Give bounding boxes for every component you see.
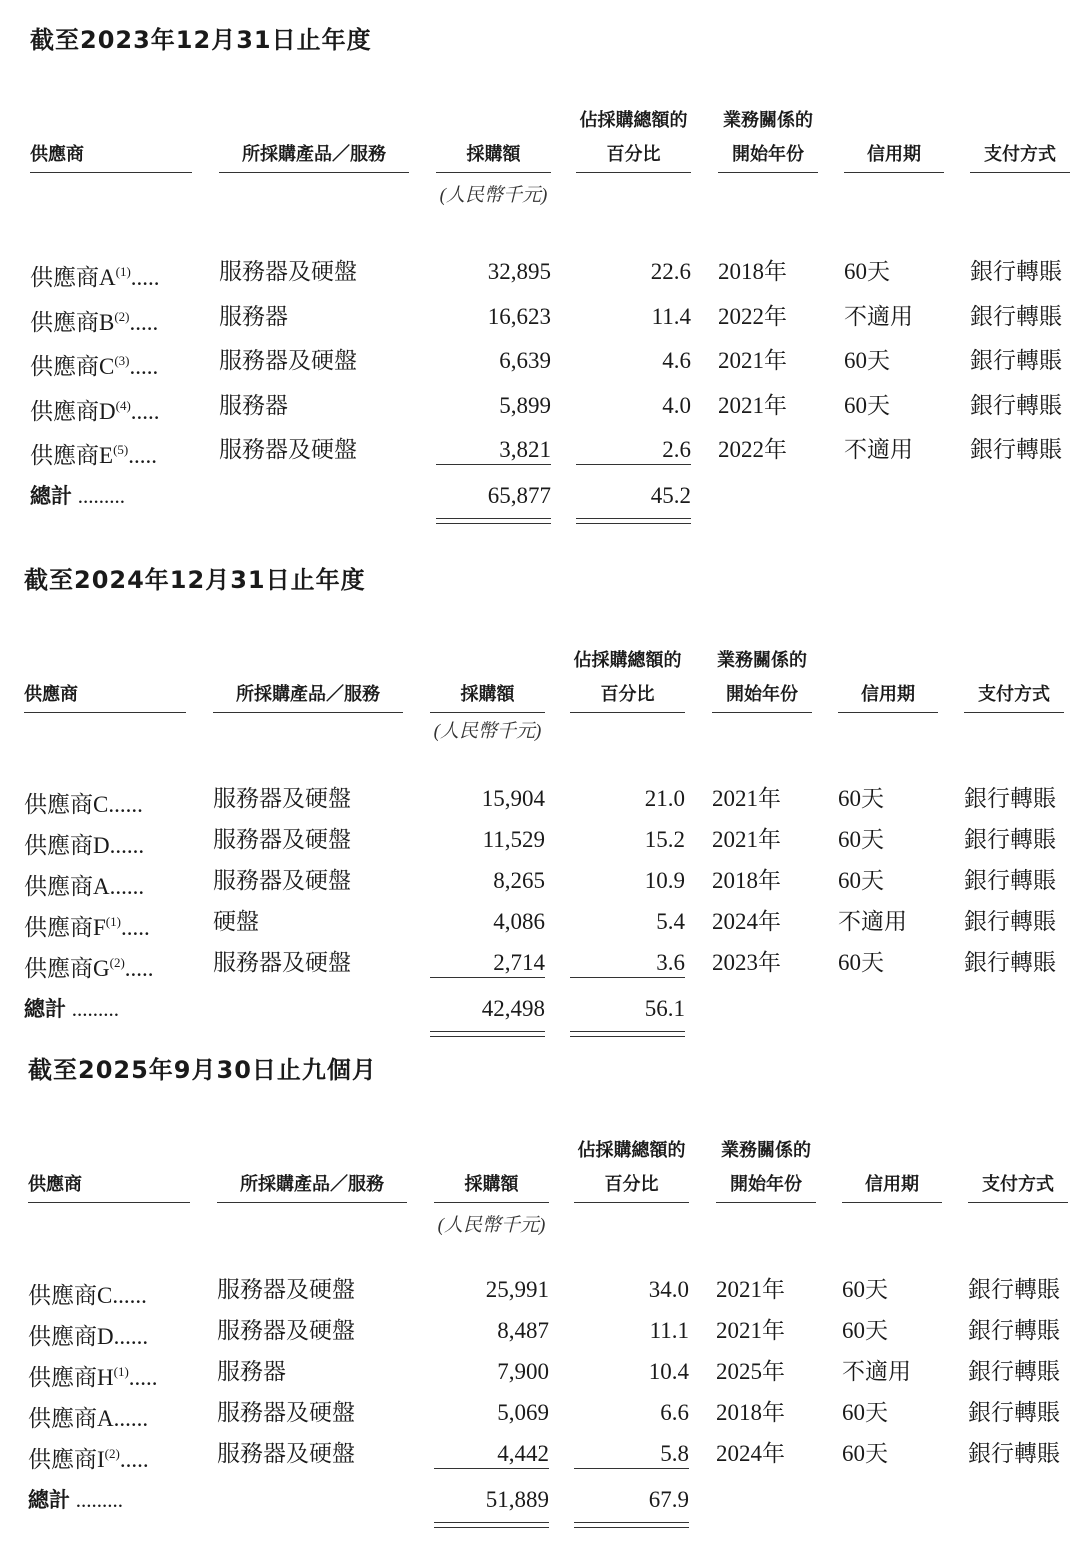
purchase-percentage: 5.4 — [656, 909, 685, 934]
purchase-amount: 4,086 — [493, 909, 545, 934]
purchase-percentage: 6.6 — [660, 1400, 689, 1425]
purchase-amount: 7,900 — [497, 1359, 549, 1384]
purchase-percentage: 5.8 — [660, 1441, 689, 1466]
amount-total-double-rule — [434, 1522, 549, 1528]
credit-period: 60天 — [844, 392, 890, 418]
supplier-table-section — [4, 0, 1080, 508]
total-label: 總計 ......... — [28, 1488, 123, 1512]
table-row — [4, 386, 1080, 426]
payment-method: 銀行轉賬 — [970, 392, 1062, 418]
table-row — [2, 1352, 1080, 1392]
product-service: 服務器及硬盤 — [219, 348, 357, 373]
purchase-amount: 4,442 — [497, 1441, 549, 1466]
amount-subtotal-rule — [434, 1468, 549, 1469]
supplier-name: 供應商D...... — [24, 833, 145, 858]
header-product: 所採購產品／服務 — [217, 1130, 407, 1203]
supplier-name: 供應商$I^{(2)}$..... — [28, 1446, 149, 1472]
supplier-name: 供應商A...... — [24, 874, 145, 899]
section-title: 截至2023年12月31日止年度 — [30, 26, 372, 54]
product-service: 服務器及硬盤 — [213, 868, 351, 893]
payment-method: 銀行轉賬 — [964, 909, 1056, 934]
purchase-amount: 5,069 — [497, 1400, 549, 1425]
amount-total-double-rule — [436, 518, 551, 524]
table-row — [4, 252, 1080, 292]
supplier-name: 供應商$A^{(1)}$..... — [30, 264, 160, 290]
relationship-start-year: 2018年 — [712, 868, 781, 893]
purchase-amount: 5,899 — [499, 392, 551, 418]
purchase-amount: 25,991 — [485, 1277, 549, 1302]
total-percentage: 45.2 — [650, 483, 691, 508]
amount-unit-label: (人民幣千元) — [433, 721, 542, 742]
total-amount: 42,498 — [481, 996, 545, 1021]
relationship-start-year: 2021年 — [716, 1318, 785, 1343]
payment-method: 銀行轉賬 — [964, 950, 1056, 975]
header-start-year: 業務關係的 開始年份 — [718, 100, 818, 173]
header-product: 所採購產品／服務 — [219, 100, 409, 173]
section-title: 截至2024年12月31日止年度 — [24, 566, 366, 594]
header-amount: 採購額 — [434, 1130, 549, 1203]
header-credit-period: 信用期 — [838, 640, 938, 713]
credit-period: 60天 — [838, 950, 884, 975]
table-row — [0, 820, 1078, 860]
table-row — [4, 341, 1080, 381]
header-amount: 採購額 — [430, 640, 545, 713]
product-service: 服務器 — [219, 392, 288, 418]
purchase-percentage: 4.0 — [662, 392, 691, 418]
amount-unit-label: (人民幣千元) — [439, 185, 548, 206]
total-label: 總計 ......... — [30, 484, 125, 508]
percentage-subtotal-rule — [576, 464, 691, 465]
payment-method: 銀行轉賬 — [968, 1359, 1060, 1384]
header-product: 所採購產品／服務 — [213, 640, 403, 713]
header-payment-method: 支付方式 — [964, 640, 1064, 713]
supplier-table-section — [2, 1030, 1080, 1510]
product-service: 服務器及硬盤 — [213, 827, 351, 852]
supplier-name: 供應商D...... — [28, 1324, 149, 1349]
supplier-name: 供應商$F^{(1)}$..... — [24, 914, 150, 940]
credit-period: 60天 — [844, 348, 890, 373]
payment-method: 銀行轉賬 — [964, 786, 1056, 811]
purchase-amount: 8,265 — [493, 868, 545, 893]
header-supplier: 供應商 — [28, 1130, 190, 1203]
relationship-start-year: 2023年 — [712, 950, 781, 975]
product-service: 服務器 — [219, 303, 288, 329]
relationship-start-year: 2018年 — [718, 259, 787, 284]
header-start-year: 業務關係的 開始年份 — [716, 1130, 816, 1203]
payment-method: 銀行轉賬 — [970, 303, 1062, 329]
purchase-percentage: 34.0 — [648, 1277, 689, 1302]
header-payment-method: 支付方式 — [970, 100, 1070, 173]
total-percentage: 56.1 — [644, 996, 685, 1021]
table-row — [2, 1270, 1080, 1310]
credit-period: 60天 — [844, 259, 890, 284]
payment-method: 銀行轉賬 — [970, 348, 1062, 373]
table-row — [2, 1311, 1080, 1351]
purchase-amount: 16,623 — [487, 303, 551, 329]
header-credit-period: 信用期 — [842, 1130, 942, 1203]
payment-method: 銀行轉賬 — [968, 1441, 1060, 1466]
percentage-total-double-rule — [576, 518, 691, 524]
total-amount: 51,889 — [485, 1487, 549, 1512]
supplier-name: 供應商$C^{(3)}$..... — [30, 353, 159, 379]
table-row — [2, 1393, 1080, 1433]
relationship-start-year: 2022年 — [718, 437, 787, 462]
purchase-percentage: 10.4 — [648, 1359, 689, 1384]
product-service: 服務器及硬盤 — [219, 259, 357, 284]
payment-method: 銀行轉賬 — [970, 259, 1062, 284]
purchase-amount: 3,821 — [499, 437, 551, 462]
relationship-start-year: 2024年 — [712, 909, 781, 934]
product-service: 服務器及硬盤 — [213, 950, 351, 975]
credit-period: 60天 — [842, 1441, 888, 1466]
header-start-year: 業務關係的 開始年份 — [712, 640, 812, 713]
credit-period: 60天 — [838, 827, 884, 852]
purchase-amount: 2,714 — [493, 950, 545, 975]
purchase-amount: 15,904 — [481, 786, 545, 811]
header-percentage: 佔採購總額的 百分比 — [570, 640, 685, 713]
credit-period: 不適用 — [844, 437, 913, 462]
amount-unit-label: (人民幣千元) — [437, 1215, 546, 1236]
supplier-name: 供應商C...... — [28, 1283, 147, 1308]
product-service: 服務器及硬盤 — [219, 437, 357, 462]
payment-method: 銀行轉賬 — [968, 1400, 1060, 1425]
product-service: 服務器及硬盤 — [217, 1441, 355, 1466]
purchase-percentage: 4.6 — [662, 348, 691, 373]
credit-period: 60天 — [842, 1400, 888, 1425]
supplier-name: 供應商$B^{(2)}$..... — [30, 308, 159, 335]
percentage-subtotal-rule — [574, 1468, 689, 1469]
purchase-amount: 6,639 — [499, 348, 551, 373]
header-payment-method: 支付方式 — [968, 1130, 1068, 1203]
table-row — [4, 297, 1080, 337]
relationship-start-year: 2022年 — [718, 303, 787, 329]
section-title: 截至2025年9月30日止九個月 — [28, 1056, 377, 1084]
supplier-name: 供應商$E^{(5)}$..... — [30, 442, 157, 468]
payment-method: 銀行轉賬 — [970, 437, 1062, 462]
purchase-percentage: 11.1 — [649, 1318, 689, 1343]
relationship-start-year: 2021年 — [712, 786, 781, 811]
supplier-name: 供應商A...... — [28, 1406, 149, 1431]
purchase-percentage: 22.6 — [650, 259, 691, 284]
total-amount: 65,877 — [487, 483, 551, 508]
relationship-start-year: 2025年 — [716, 1359, 785, 1384]
product-service: 服務器及硬盤 — [217, 1277, 355, 1302]
credit-period: 60天 — [842, 1277, 888, 1302]
relationship-start-year: 2021年 — [718, 392, 787, 418]
purchase-amount: 11,529 — [482, 827, 545, 852]
purchase-percentage: 21.0 — [644, 786, 685, 811]
table-row — [0, 779, 1078, 819]
product-service: 服務器及硬盤 — [213, 786, 351, 811]
payment-method: 銀行轉賬 — [968, 1318, 1060, 1343]
product-service: 硬盤 — [213, 909, 259, 934]
relationship-start-year: 2021年 — [712, 827, 781, 852]
percentage-subtotal-rule — [570, 977, 685, 978]
payment-method: 銀行轉賬 — [968, 1277, 1060, 1302]
percentage-total-double-rule — [574, 1522, 689, 1528]
total-row — [0, 989, 1078, 1029]
product-service: 服務器及硬盤 — [217, 1318, 355, 1343]
payment-method: 銀行轉賬 — [964, 827, 1056, 852]
purchase-percentage: 3.6 — [656, 950, 685, 975]
supplier-name: 供應商C...... — [24, 792, 143, 817]
total-percentage: 67.9 — [648, 1487, 689, 1512]
total-row — [4, 476, 1080, 516]
header-percentage: 佔採購總額的 百分比 — [576, 100, 691, 173]
header-supplier: 供應商 — [24, 640, 186, 713]
purchase-percentage: 10.9 — [644, 868, 685, 893]
header-supplier: 供應商 — [30, 100, 192, 173]
relationship-start-year: 2024年 — [716, 1441, 785, 1466]
purchase-percentage: 11.4 — [651, 303, 691, 329]
relationship-start-year: 2021年 — [716, 1277, 785, 1302]
credit-period: 60天 — [838, 786, 884, 811]
relationship-start-year: 2021年 — [718, 348, 787, 373]
supplier-table-section — [0, 540, 1078, 1020]
total-label: 總計 ......... — [24, 997, 119, 1021]
relationship-start-year: 2018年 — [716, 1400, 785, 1425]
purchase-amount: 8,487 — [497, 1318, 549, 1343]
credit-period: 不適用 — [842, 1359, 911, 1384]
product-service: 服務器 — [217, 1359, 286, 1384]
table-row — [0, 861, 1078, 901]
product-service: 服務器及硬盤 — [217, 1400, 355, 1425]
supplier-name: 供應商$D^{(4)}$..... — [30, 397, 160, 424]
credit-period: 不適用 — [838, 909, 907, 934]
header-amount: 採購額 — [436, 100, 551, 173]
amount-subtotal-rule — [430, 977, 545, 978]
header-percentage: 佔採購總額的 百分比 — [574, 1130, 689, 1203]
total-row — [2, 1480, 1080, 1520]
supplier-name: 供應商$G^{(2)}$..... — [24, 955, 154, 981]
supplier-name: 供應商$H^{(1)}$..... — [28, 1364, 158, 1390]
purchase-percentage: 2.6 — [662, 437, 691, 462]
amount-subtotal-rule — [436, 464, 551, 465]
purchase-percentage: 15.2 — [644, 827, 685, 852]
table-row — [0, 902, 1078, 942]
header-credit-period: 信用期 — [844, 100, 944, 173]
payment-method: 銀行轉賬 — [964, 868, 1056, 893]
credit-period: 60天 — [838, 868, 884, 893]
purchase-amount: 32,895 — [487, 259, 551, 284]
credit-period: 不適用 — [844, 303, 913, 329]
credit-period: 60天 — [842, 1318, 888, 1343]
